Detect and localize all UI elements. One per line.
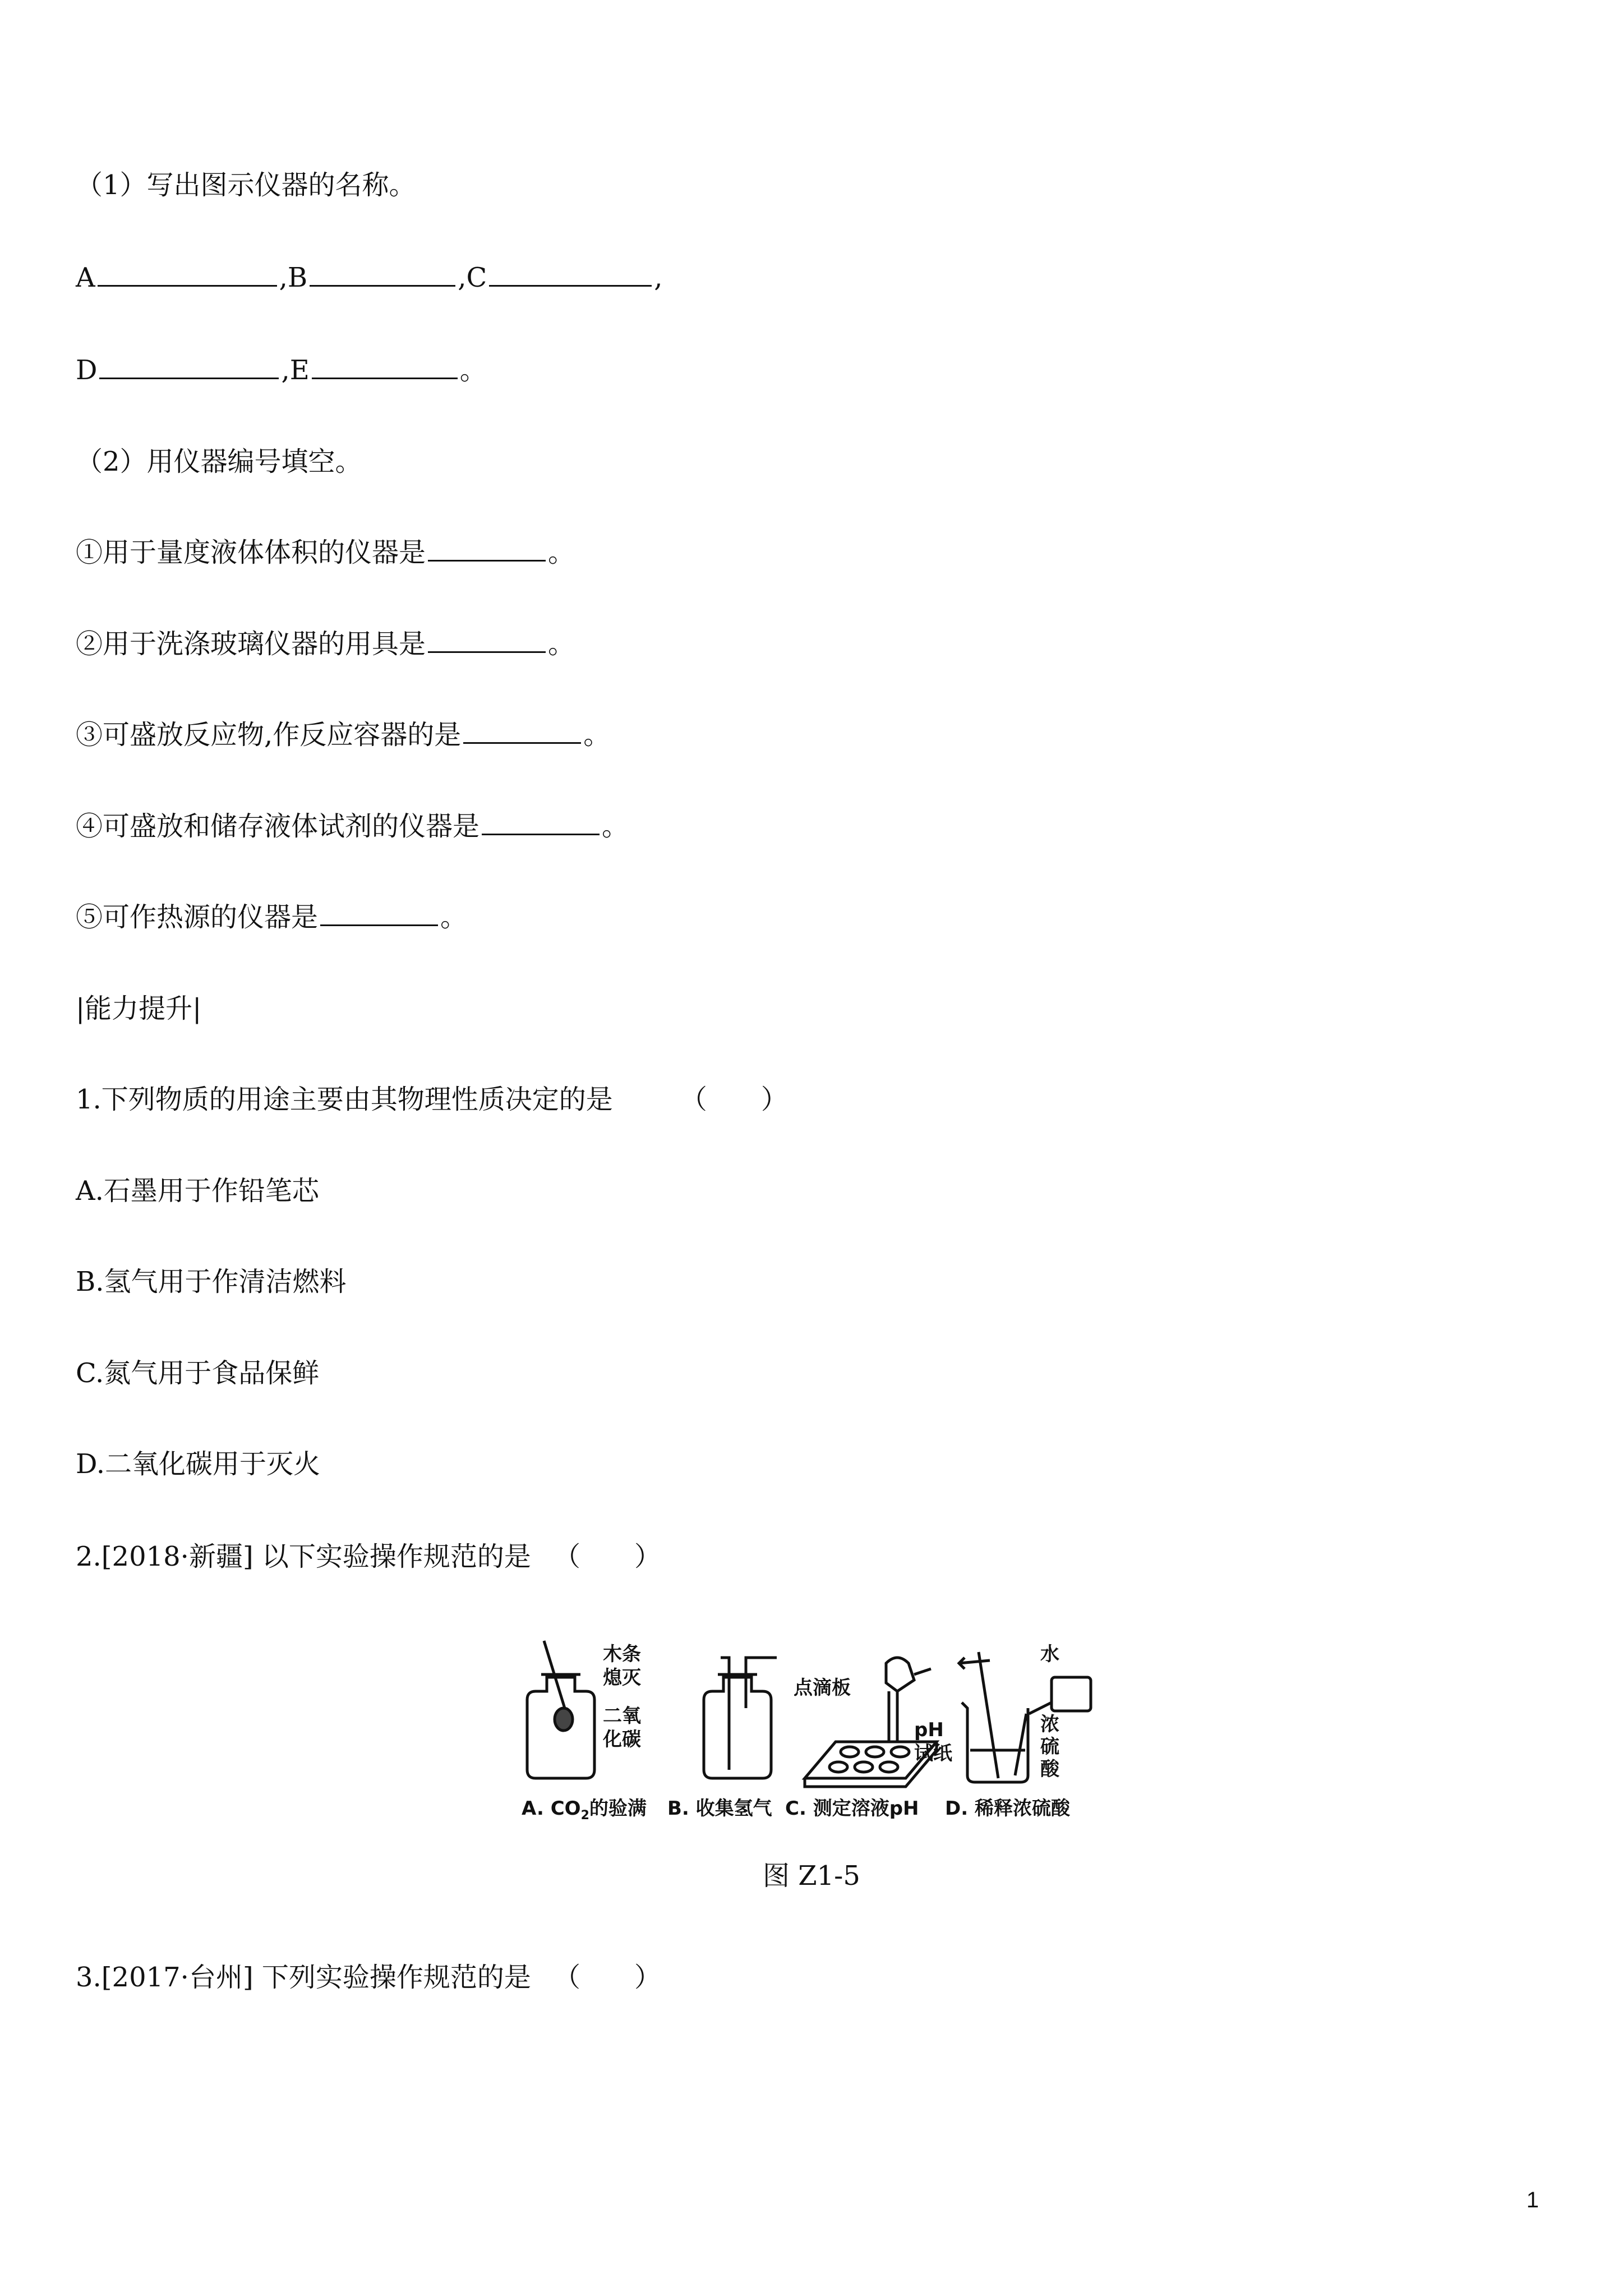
part2-title: （2）用仪器编号填空。 [76, 446, 362, 477]
item-end: 。 [440, 901, 468, 933]
item-end: 。 [583, 719, 611, 751]
q2-answer-paren[interactable]: （ ） [553, 1541, 661, 1572]
bottle-a-icon [527, 1641, 594, 1778]
q1-answer-paren[interactable]: （ ） [680, 1084, 788, 1115]
caption-c: C. 测定溶液pH [785, 1797, 919, 1820]
item-text: ④可盛放和储存液体试剂的仪器是 [76, 811, 480, 842]
beaker-d-icon [959, 1652, 1091, 1782]
label-a-top: 木条 [603, 1643, 641, 1665]
item-end: 。 [548, 537, 575, 568]
label-d-acid2: 硫 [1040, 1736, 1059, 1758]
item-text: ①用于量度液体体积的仪器是 [76, 537, 426, 568]
part1-title: （1）写出图示仪器的名称。 [76, 169, 416, 201]
part2-item-1 [76, 536, 575, 569]
label-a-mid: 熄灭 [603, 1667, 641, 1689]
item-end: 。 [602, 811, 629, 842]
label-c-plate: 点滴板 [794, 1677, 851, 1699]
row1-end: , [654, 262, 663, 293]
q3-answer-paren[interactable]: （ ） [553, 1962, 661, 1993]
caption-b: B. 收集氢气 [667, 1797, 772, 1820]
label-d-acid1: 浓 [1040, 1713, 1059, 1736]
item-end: 。 [548, 628, 575, 660]
part2-item-5 [76, 900, 467, 934]
caption-d: D. 稀释浓硫酸 [945, 1797, 1070, 1820]
label-a: A [76, 262, 95, 293]
label-b: ,B [279, 262, 308, 293]
figure-caption: 图 Z1-5 [763, 1860, 860, 1892]
item-text: ⑤可作热源的仪器是 [76, 901, 319, 933]
q1-stem-text: 1.下列物质的用途主要由其物理性质决定的是 [76, 1084, 613, 1115]
item-text: ③可盛放反应物,作反应容器的是 [76, 719, 462, 751]
blank-c[interactable] [489, 261, 652, 287]
section-header: |能力提升| [76, 993, 202, 1024]
q1-option-d[interactable]: D.二氧化碳用于灭火 [76, 1448, 321, 1480]
blank-a[interactable] [98, 261, 277, 287]
q1-option-a[interactable]: A.石墨用于作铅笔芯 [76, 1175, 319, 1207]
page-number: 1 [1526, 2188, 1539, 2212]
answer-blank-1[interactable] [428, 536, 546, 562]
row2-end: 。 [459, 355, 487, 386]
label-d-water: 水 [1040, 1643, 1059, 1665]
q3-stem-text: 3.[2017·台州] 下列实验操作规范的是 [76, 1962, 531, 1993]
label-c: ,C [458, 262, 487, 293]
label-a-gas1: 二氧 [603, 1705, 641, 1727]
answer-blank-2[interactable] [428, 628, 546, 653]
label-d-acid3: 酸 [1040, 1758, 1059, 1780]
blank-e[interactable] [312, 354, 458, 379]
part1-row1 [76, 261, 662, 295]
label-e: ,E [281, 355, 310, 386]
label-c-paper: 试纸 [914, 1742, 952, 1765]
answer-blank-4[interactable] [482, 810, 600, 835]
q1-option-c[interactable]: C.氮气用于食品保鲜 [76, 1358, 320, 1389]
blank-b[interactable] [310, 261, 455, 287]
q1-option-b[interactable]: B.氢气用于作清洁燃料 [76, 1266, 347, 1297]
q2-stem [76, 1540, 661, 1573]
part1-row2 [76, 353, 487, 387]
label-c-ph: pH [914, 1719, 944, 1741]
caption-a: A. $CO_2$的验满 [522, 1797, 647, 1823]
item-text: ②用于洗涤玻璃仪器的用具是 [76, 628, 426, 660]
q3-stem [76, 1961, 661, 1994]
label-a-gas2: 化碳 [603, 1728, 641, 1751]
bottle-b-icon [704, 1658, 777, 1778]
q1-stem [76, 1083, 788, 1116]
answer-blank-3[interactable] [463, 719, 581, 744]
part2-item-4 [76, 809, 629, 843]
experiment-figure [522, 1630, 1105, 1832]
part2-item-2 [76, 627, 575, 661]
q2-stem-text: 2.[2018·新疆] 以下实验操作规范的是 [76, 1541, 531, 1572]
part2-item-3 [76, 718, 610, 752]
answer-blank-5[interactable] [320, 901, 438, 926]
blank-d[interactable] [99, 354, 279, 379]
label-d: D [76, 355, 98, 386]
